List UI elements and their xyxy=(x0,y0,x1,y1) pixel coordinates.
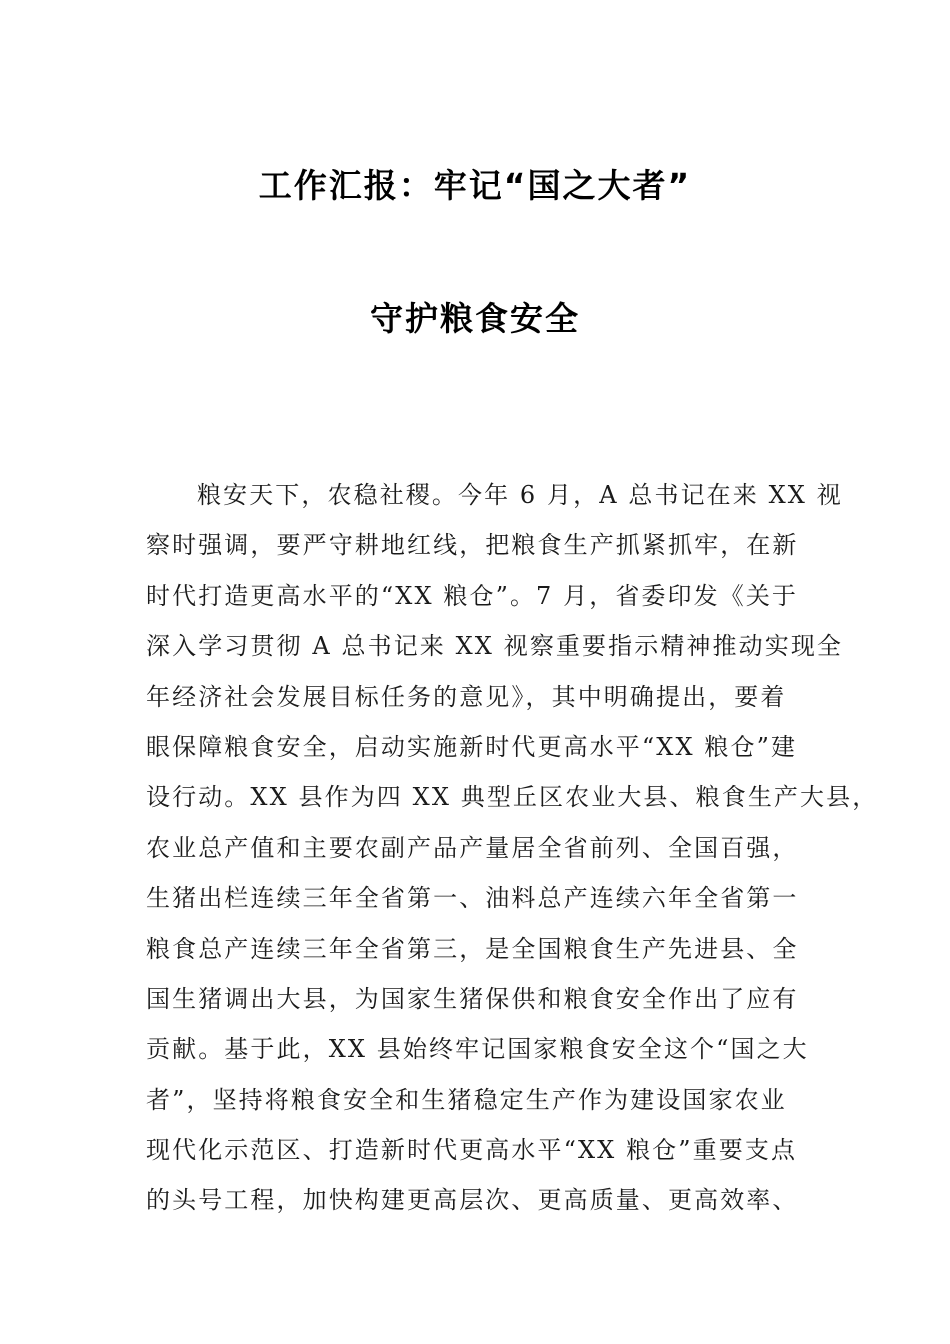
body-paragraph xyxy=(146,470,879,1226)
paragraph-line: 贡献。基于此，XX 县始终牢记国家粮食安全这个“国之大 xyxy=(146,1035,809,1064)
paragraph-line: 设行动。XX 县作为四 XX 典型丘区农业大县、粮食生产大县， xyxy=(146,783,879,812)
document-title: 工作汇报：牢记“国之大者” xyxy=(258,166,692,205)
paragraph-line: 粮安天下，农稳社稷。今年 6 月，A 总书记在来 XX 视 xyxy=(197,481,843,509)
paragraph-line: 者”，坚持将粮食安全和生猪稳定生产作为建设国家农业 xyxy=(146,1085,787,1114)
paragraph-line: 农业总产值和主要农副产品产量居全省前列、全国百强， xyxy=(146,833,799,862)
paragraph-line: 的头号工程，加快构建更高层次、更高质量、更高效率、 xyxy=(146,1186,799,1215)
paragraph-line: 时代打造更高水平的“XX 粮仓”。7 月，省委印发《关于 xyxy=(146,581,799,610)
paragraph-line: 眼保障粮食安全，启动实施新时代更高水平“XX 粮仓”建 xyxy=(146,732,798,761)
paragraph-line: 国生猪调出大县，为国家生猪保供和粮食安全作出了应有 xyxy=(146,984,799,1013)
document-subtitle: 守护粮食安全 xyxy=(370,299,580,338)
paragraph-line: 深入学习贯彻 A 总书记来 XX 视察重要指示精神推动实现全 xyxy=(146,632,844,661)
paragraph-line: 年经济社会发展目标任务的意见》，其中明确提出，要着 xyxy=(146,682,787,711)
paragraph-line: 察时强调，要严守耕地红线，把粮食生产抓紧抓牢，在新 xyxy=(146,531,799,560)
paragraph-line: 现代化示范区、打造新时代更高水平“XX 粮仓”重要支点 xyxy=(146,1136,798,1165)
paragraph-line: 生猪出栏连续三年全省第一、油料总产连续六年全省第一 xyxy=(146,884,799,913)
paragraph-line: 粮食总产连续三年全省第三，是全国粮食生产先进县、全 xyxy=(146,934,799,963)
